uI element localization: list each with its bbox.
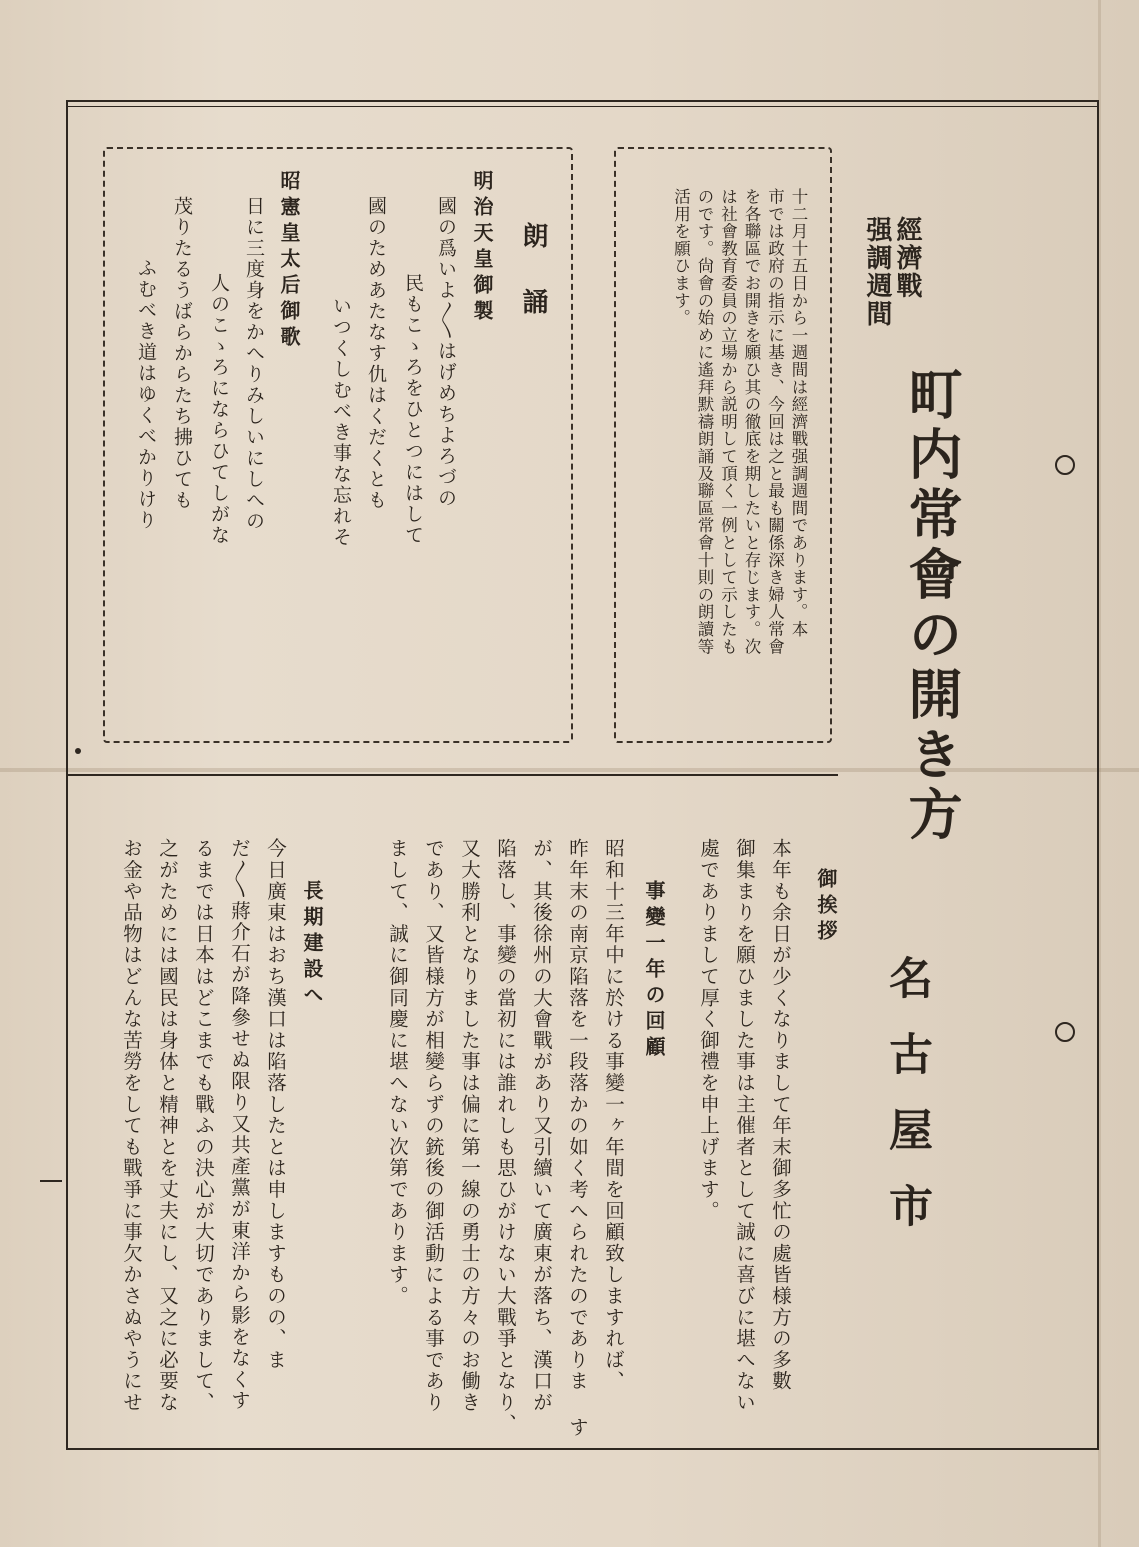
recitation-heading: 朗誦 <box>518 222 548 354</box>
notice-line-4: は社會教育委員の立場から説明して頂く一例として示したも <box>718 188 738 656</box>
notice-line-5: のです。尙會の始めに遙拜默禱朗誦及聯區常會十則の朗讀等 <box>695 188 714 656</box>
construction-line-1: 今日廣東はおち漢口は陷落したとは申しますものの、ま <box>264 838 287 1371</box>
construction-line-4: 之がためには國民は身体と精神とを丈夫にし、又之に必要な <box>156 838 179 1414</box>
construction-heading: 長期建設へ <box>300 880 324 1010</box>
greeting-line-2: 御集まりを願ひました事は主催者として誠に喜びに堪へない <box>733 838 756 1414</box>
binder-hole-bottom <box>1055 1022 1075 1042</box>
greeting-line-3: 處でありまして厚く御禮を申上げます。 <box>697 838 720 1222</box>
margin-tick-mark <box>40 1180 62 1182</box>
poem1-line-3: 國のためあたなす仇はくだくとも <box>365 196 387 511</box>
ink-dot <box>75 748 81 754</box>
poem1-line-2: 民もこゝろをひとつにはして <box>402 273 424 546</box>
subtitle-emphasis-week: 强調週間 <box>862 216 892 328</box>
subtitle-economic-war: 經濟戰 <box>892 216 922 300</box>
review-line-3: が、其後徐州の大會戰があり又引續いて廣東が落ち、漢口が <box>530 838 553 1414</box>
section-divider <box>68 774 838 776</box>
greeting-line-1: 本年も余日が少くなりまして年末御多忙の處皆様方の多數 <box>769 838 792 1392</box>
notice-line-6: 活用を願ひます。 <box>671 188 691 327</box>
notice-line-3: を各聯區でお開きを願ひ其の徹底を期したいと存じます。次 <box>742 188 761 656</box>
review-line-1: 昭和十三年中に於ける事變一ヶ年間を回顧致しますれば、 <box>602 838 625 1392</box>
poem1-line-1: 國の爲いよ〳〵はげめちよろづの <box>435 196 457 509</box>
notice-line-2: 市では政府の指示に基き、今回は之と最も關係深き婦人常會 <box>765 188 785 656</box>
review-heading: 事變一年の回顧 <box>642 880 666 1062</box>
poem2-line-3: 茂りたるうばらからたち拂ひても <box>171 196 193 511</box>
review-line-7: まして、誠に御同慶に堪へない次第であります。 <box>386 838 409 1307</box>
greeting-heading: 御挨拶 <box>814 868 838 946</box>
review-line-6: であり、又皆様方が相變らずの銃後の御活動による事であり <box>422 838 445 1414</box>
review-line-5: 又大勝利となりました事は偏に第一線の勇士の方々のお働き <box>458 838 481 1414</box>
poem1-title: 明治天皇御製 <box>470 170 494 326</box>
city-name: 名古屋市 <box>881 955 932 1259</box>
construction-line-5: お金や品物はどんな苦勞をしても戰爭に事欠かさぬやうにせ <box>120 838 143 1414</box>
poem2-line-1: 日に三度身をかへりみしいにしへの <box>243 196 265 532</box>
poem2-line-2: 人のこゝろにならひてしがな <box>208 273 230 546</box>
frame-top-rule <box>66 106 1099 107</box>
poem2-line-4: ふむべき道はゆくべかりけり <box>135 258 157 531</box>
review-line-2: 昨年末の南京陷落を一段落かの如く考へられたのでありま す <box>566 838 589 1438</box>
construction-line-3: るまでは日本はどこまでも戰ふの決心が大切でありまして、 <box>192 838 215 1414</box>
notice-line-1: 十二月十五日から一週間は經濟戰强調週間であります。本 <box>789 188 808 638</box>
construction-line-2: だ〳〵蔣介石が降參せぬ限り又共產黨が東洋から影をなくす <box>228 838 251 1412</box>
binder-hole-top <box>1055 455 1075 475</box>
review-line-4: 陷落し、事變の當初には誰れしも思ひがけない大戰爭となり、 <box>494 838 517 1435</box>
page-title: 町内常會の開き方 <box>900 366 964 846</box>
poem1-line-4: いつくしむべき事な忘れそ <box>330 296 352 548</box>
poem2-title: 昭憲皇太后御歌 <box>277 170 301 352</box>
